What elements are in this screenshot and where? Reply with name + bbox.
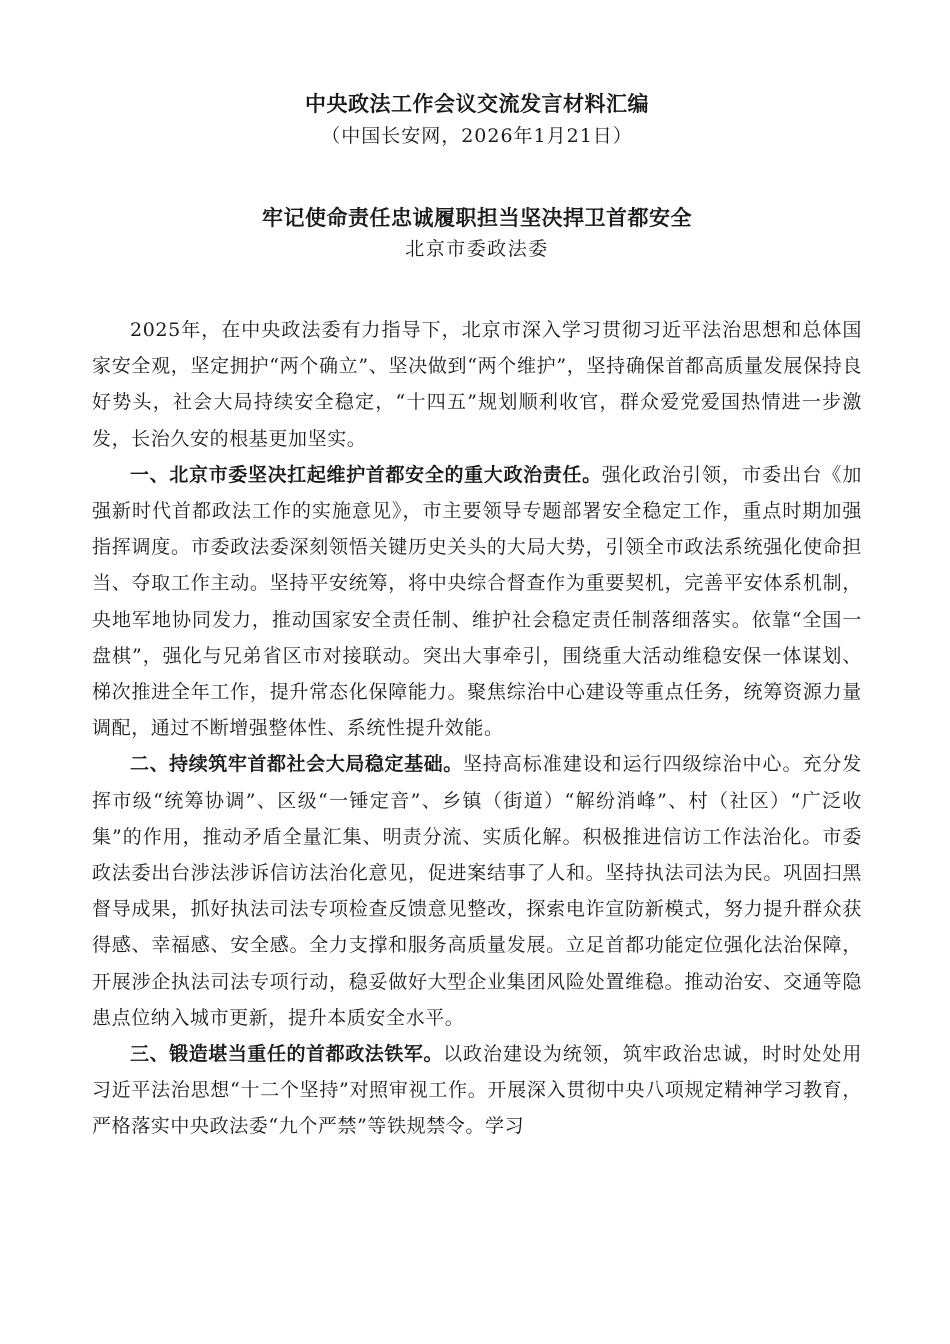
paragraph-section-2 <box>92 746 862 1036</box>
article-author: 北京市委政法委 <box>405 238 549 260</box>
section-heading: 三、锻造堪当重任的首都政法铁军。 <box>130 1043 444 1066</box>
paragraph-text: 以政治建设为统领，筑牢政治忠诚，时时处处用习近平法治思想“十二个坚持”对照审视工作。开展深入贯彻中央八项规定精神学习教育，严格落实中央政法委“九个严禁”等铁规禁令。学习 <box>92 1043 862 1138</box>
paragraph-text: 2025年，在中央政法委有力指导下，北京市深入学习贯彻习近平法治思想和总体国家安全观，坚定拥护“两个确立”、坚决做到“两个维护”，坚持确保首都高质量发展保持良好势头，社会大局持续安全稳定，“十四五”规划顺利收官，群众爱党爱国热情进一步激发，长治久安的根基更加坚实。 <box>92 319 862 450</box>
section-heading: 一、北京市委坚决扛起维护首都安全的重大政治责任。 <box>130 463 602 486</box>
paragraph-intro <box>92 312 862 457</box>
paragraph-section-1 <box>92 457 862 747</box>
article-body <box>92 312 862 1145</box>
document-title: 中央政法工作会议交流发言材料汇编 <box>305 91 649 116</box>
article-title: 牢记使命责任忠诚履职担当坚决捍卫首都安全 <box>262 205 692 230</box>
document-source: （中国长安网，2026年1月21日） <box>321 125 633 147</box>
document-page <box>92 88 862 1145</box>
paragraph-text: 坚持高标准建设和运行四级综治中心。充分发挥市级“统筹协调”、区级“一锤定音”、乡镇（街道）“解纷消峰”、村（社区）“广泛收集”的作用，推动矛盾全量汇集、明责分流、实质化解。积极推进信访工作法治化。市委政法委出台涉法涉诉信访法治化意见，促进案结事了人和。坚持执法司法为民。巩固扫黑督导成果，抓好执法司法专项检查反馈意见整改，探索电诈宣防新模式，努力提升群众获得感、幸福感、安全感。全力支撑和服务高质量发展。立足首都功能定位强化法治保障，开展涉企执法司法专项行动，稳妥做好大型企业集团风险处置维稳。推动治安、交通等隐患点位纳入城市更新，提升本质安全水平。 <box>92 753 862 1029</box>
paragraph-text: 强化政治引领，市委出台《加强新时代首都政法工作的实施意见》，市主要领导专题部署安全稳定工作，重点时期加强指挥调度。市委政法委深刻领悟关键历史关头的大局大势，引领全市政法系统强化使命担当、夺取工作主动。坚持平安统筹，将中央综合督查作为重要契机，完善平安体系机制，央地军地协同发力，推动国家安全责任制、维护社会稳定责任制落细落实。依靠“全国一盘棋”，强化与兄弟省区市对接联动。突出大事牵引，围绕重大活动维稳安保一体谋划、梯次推进全年工作，提升常态化保障能力。聚焦综治中心建设等重点任务，统筹资源力量调配，通过不断增强整体性、系统性提升效能。 <box>92 463 862 740</box>
section-heading: 二、持续筑牢首都社会大局稳定基础。 <box>130 753 463 776</box>
paragraph-section-3 <box>92 1036 862 1145</box>
